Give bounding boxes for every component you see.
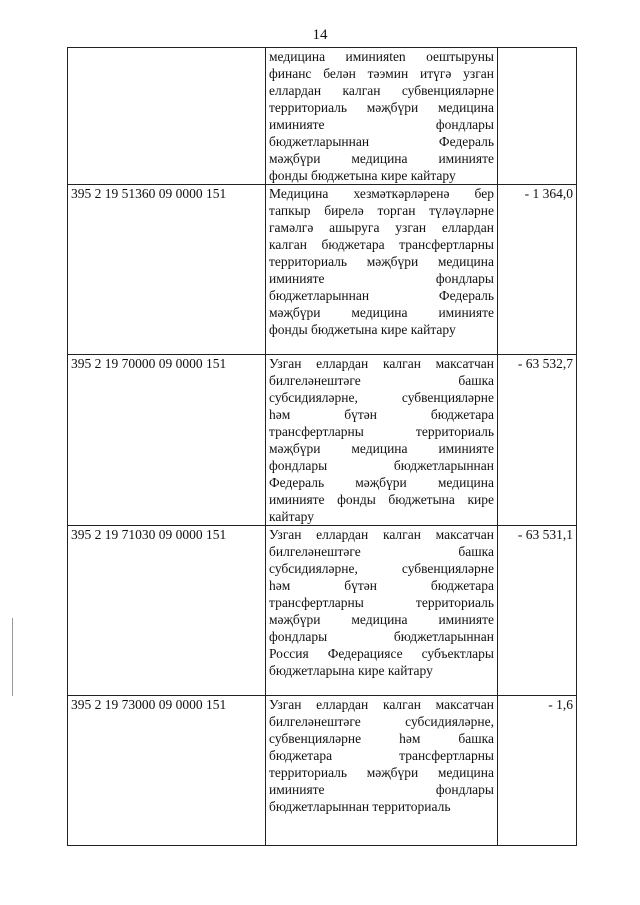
description-line: билгеләнештәге башка <box>269 544 494 559</box>
table-row <box>68 48 577 185</box>
table-row <box>68 185 577 355</box>
description-line: билгеләнештәге башка <box>269 373 494 388</box>
page-number: 14 <box>312 27 328 43</box>
description-line: кайтару <box>269 509 314 524</box>
description-line: Россия Федерациясе субъектлары <box>269 646 494 661</box>
description-line: мәҗбүри медицина иминияте <box>269 441 494 456</box>
description-line: субвенцияләрне һәм башка <box>269 731 494 746</box>
description-line: фондлары бюджетларыннан <box>269 458 494 473</box>
description-line: Медицина хезмәткәрләренә бер <box>269 186 494 201</box>
description-cell <box>266 355 498 526</box>
description-line: фонды бюджетына кире кайтару <box>269 168 456 183</box>
description-line: калган бюджетара трансфертларны <box>269 237 494 252</box>
description-line: территориаль мәҗбүри медицина <box>269 100 494 115</box>
description-line: иминияте фонды бюджетына кире <box>269 492 494 507</box>
amount-cell <box>498 48 577 185</box>
table-row <box>68 696 577 846</box>
table-row <box>68 526 577 696</box>
description-line: фондлары бюджетларыннан <box>269 629 494 644</box>
description-line: мәҗбүри медицина иминияте <box>269 612 494 627</box>
description-line: медицина иминияten оештыруны <box>269 49 494 64</box>
description-line: һәм бүтән бюджетара <box>269 578 494 593</box>
description-cell <box>266 48 498 185</box>
description-line: фонды бюджетына кире кайтару <box>269 322 456 337</box>
description-line: территориаль мәҗбүри медицина <box>269 765 494 780</box>
budget-code-cell: 395 2 19 73000 09 0000 151 <box>68 696 266 846</box>
budget-code-cell: 395 2 19 51360 09 0000 151 <box>68 185 266 355</box>
description-line: мәҗбүри медицина иминияте <box>269 151 494 166</box>
description-line: билгеләнештәге субсидияләрне, <box>269 714 494 729</box>
description-line: тапкыр бирелә торган түләүләрне <box>269 203 494 218</box>
description-line: Федераль мәҗбүри медицина <box>269 475 494 490</box>
description-line: территориаль мәҗбүри медицина <box>269 254 494 269</box>
budget-table <box>67 47 577 846</box>
description-line: һәм бүтән бюджетара <box>269 407 494 422</box>
description-line: субсидияләрне, субвенцияләрне <box>269 390 494 405</box>
scan-margin-mark <box>12 618 13 696</box>
budget-code-cell <box>68 48 266 185</box>
description-line: бюджетларына кире кайтару <box>269 663 433 678</box>
table-row <box>68 355 577 526</box>
description-line: финанс белән тәэмин итүгә узган <box>269 66 494 81</box>
description-line: бюджетларыннан Федераль <box>269 288 494 303</box>
description-line: трансфертларны территориаль <box>269 595 494 610</box>
description-line: мәҗбүри медицина иминияте <box>269 305 494 320</box>
description-line: Узган еллардан калган максатчан <box>269 356 494 371</box>
amount-cell: - 1,6 <box>498 696 577 846</box>
budget-code-cell: 395 2 19 71030 09 0000 151 <box>68 526 266 696</box>
description-line: бюджетларыннан Федераль <box>269 134 494 149</box>
description-line: иминияте фондлары <box>269 271 494 286</box>
description-cell <box>266 185 498 355</box>
amount-cell: - 63 531,1 <box>498 526 577 696</box>
amount-cell: - 63 532,7 <box>498 355 577 526</box>
description-line: иминияте фондлары <box>269 117 494 132</box>
description-cell <box>266 696 498 846</box>
description-line: Узган еллардан калган максатчан <box>269 527 494 542</box>
description-cell <box>266 526 498 696</box>
description-line: бюджетларыннан территориаль <box>269 799 451 814</box>
description-line: иминияте фондлары <box>269 782 494 797</box>
description-line: субсидияләрне, субвенцияләрне <box>269 561 494 576</box>
description-line: трансфертларны территориаль <box>269 424 494 439</box>
description-line: гамәлгә ашыруга узган еллардан <box>269 220 494 235</box>
description-line: бюджетара трансфертларны <box>269 748 494 763</box>
amount-cell: - 1 364,0 <box>498 185 577 355</box>
description-line: еллардан калган субвенцияләрне <box>269 83 494 98</box>
description-line: Узган еллардан калган максатчан <box>269 697 494 712</box>
budget-code-cell: 395 2 19 70000 09 0000 151 <box>68 355 266 526</box>
